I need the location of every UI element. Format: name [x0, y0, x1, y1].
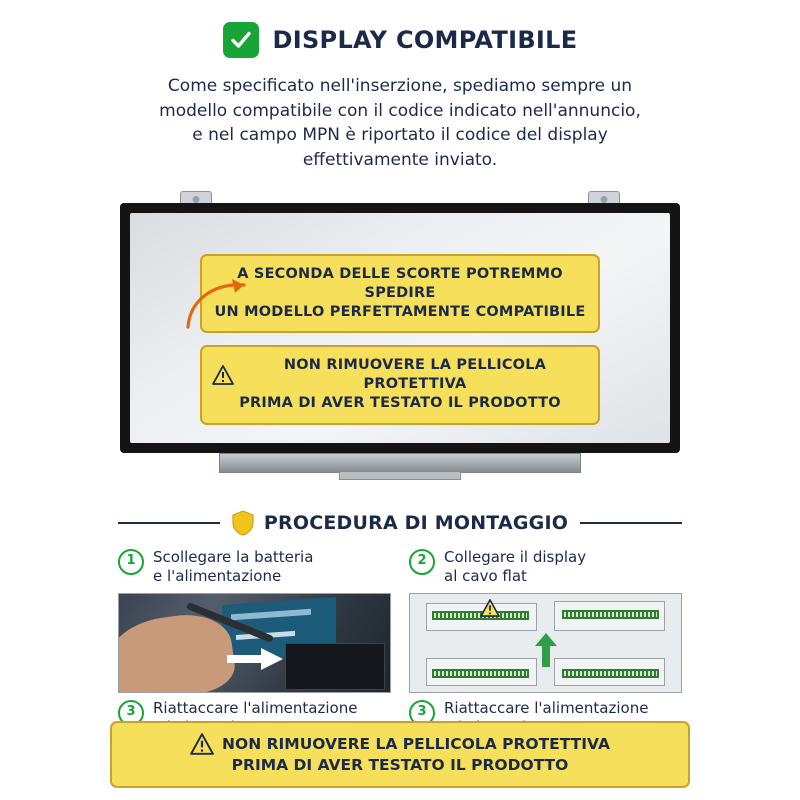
step-4-line-1: Riattaccare l'alimentazione: [444, 698, 649, 717]
battery-graphic: [285, 643, 385, 690]
procedure-header: [118, 510, 682, 536]
rule-right: [580, 522, 682, 524]
bottom-warning-banner: [110, 721, 690, 788]
notice-1-line-2: UN MODELLO PERFETTAMENTE COMPATIBILE: [214, 304, 586, 321]
panel-bezel: [120, 203, 680, 453]
step-2-line-2: al cavo flat: [444, 567, 527, 586]
flat-cable-b: [562, 610, 660, 619]
step-3-line-1: Riattaccare l'alimentazione: [153, 698, 358, 717]
panel-base-strip: [219, 453, 581, 473]
step-2-line-1: Collegare il display: [444, 547, 587, 566]
check-icon: [223, 22, 259, 58]
step-1-photo: [118, 593, 391, 693]
bottom-banner-line-2: PRIMA DI AVER TESTATO IL PRODOTTO: [231, 756, 569, 775]
flat-cable-c: [432, 669, 530, 678]
warning-triangle-icon: [212, 365, 234, 385]
notice-box-film: [200, 345, 600, 424]
step-3-number: 3: [118, 700, 144, 726]
step-4-number: 3: [409, 700, 435, 726]
notice-2-line-1: NON RIMUOVERE LA PELLICOLA PROTETTIVA: [283, 357, 547, 393]
right-arrow-icon: [227, 648, 283, 670]
panel-base-foot: [339, 471, 461, 480]
panel-screen: [130, 213, 670, 443]
step-1-label: [118, 548, 391, 587]
display-panel-illustration: [120, 191, 680, 496]
notice-1-line-1: A SECONDA DELLE SCORTE POTREMMO SPEDIRE: [237, 265, 563, 301]
step-1-line-2: e l'alimentazione: [153, 567, 282, 586]
step-1-line-1: Scollegare la batteria: [153, 547, 314, 566]
content-column: [110, 0, 690, 800]
warning-triangle-icon: [480, 599, 500, 617]
right-margin: [690, 0, 800, 800]
flat-cable-d: [562, 669, 660, 678]
intro-line-2: modello compatibile con il codice indicato nell'annuncio,: [159, 100, 641, 121]
page-title: DISPLAY COMPATIBILE: [272, 26, 578, 54]
curved-arrow-icon: [182, 275, 272, 331]
intro-line-1: Come specificato nell'inserzione, spediamo sempre un: [167, 76, 633, 96]
warning-triangle-icon: [190, 733, 214, 755]
steps-grid: [118, 548, 682, 738]
left-margin: [0, 0, 110, 800]
step-2-label: [409, 548, 682, 587]
shield-icon: [232, 510, 254, 536]
header: [110, 22, 690, 58]
bottom-banner-line-1: NON RIMUOVERE LA PELLICOLA PROTETTIVA: [222, 734, 610, 753]
notice-2-line-2: PRIMA DI AVER TESTATO IL PRODOTTO: [239, 395, 561, 412]
procedure-title-group: [232, 510, 568, 536]
step-2-number: 2: [409, 549, 435, 575]
intro-line-4: effettivamente inviato.: [302, 149, 498, 170]
procedure-title: PROCEDURA DI MONTAGGIO: [263, 511, 569, 534]
rule-left: [118, 522, 220, 524]
intro-paragraph: [116, 74, 684, 173]
intro-line-3: e nel campo MPN è riportato il codice del display: [192, 125, 608, 146]
step-2-photo: [409, 593, 682, 693]
up-arrow-icon: [535, 633, 557, 667]
step-1-number: 1: [118, 549, 144, 575]
